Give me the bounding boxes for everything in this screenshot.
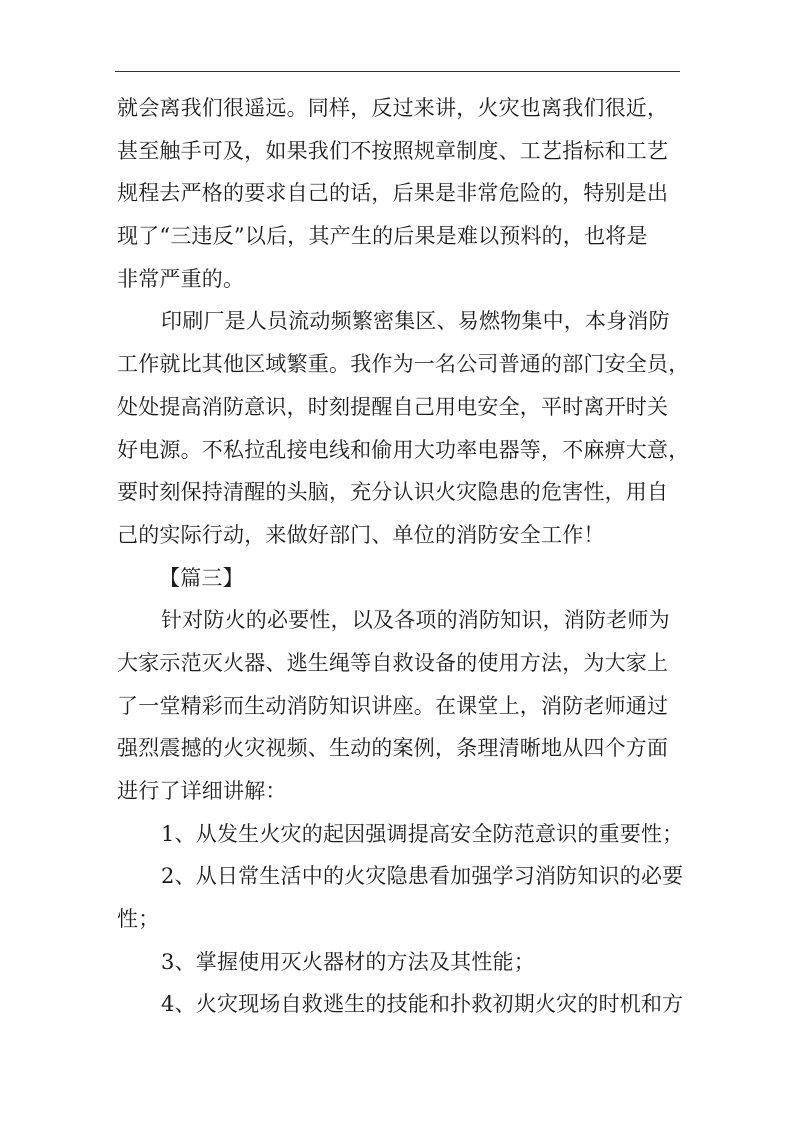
list-item-4: 4、火灾现场自救逃生的技能和扑救初期火灾的时机和方 [161,992,684,1017]
text-line: 强烈震撼的火灾视频、生动的案例，条理清晰地从四个方面 [117,736,669,761]
text-line: 非常严重的。 [117,266,245,291]
text-line: 大家示范灭火器、逃生绳等自救设备的使用方法，为大家上 [117,650,669,675]
text-line: 规程去严格的要求自己的话，后果是非常危险的，特别是出 [117,181,669,206]
text-line: 就会离我们很遥远。同样，反过来讲，火灾也离我们很近， [117,96,669,120]
document-body [117,87,690,1026]
list-item-3: 3、掌握使用灭火器材的方法及其性能； [161,949,535,974]
text-line: 工作就比其他区域繁重。我作为一名公司普通的部门安全员， [117,352,690,377]
text-line: 进行了详细讲解： [117,779,287,803]
text-line: 甚至触手可及，如果我们不按照规章制度、工艺指标和工艺 [117,138,669,163]
text-line: 要时刻保持清醒的头脑，充分认识火灾隐患的危害性，用自 [117,480,669,505]
text-line: 性； [117,907,160,932]
paragraph-start-line: 针对防火的必要性，以及各项的消防知识，消防老师为 [161,608,670,633]
section-heading: 【篇三】 [159,565,244,590]
list-item-1: 1、从发生火灾的起因强调提高安全防范意识的重要性； [161,821,684,846]
list-item-2: 2、从日常生活中的火灾隐患看加强学习消防知识的必要 [161,864,684,889]
text-line: 了一堂精彩而生动消防知识讲座。在课堂上，消防老师通过 [117,693,669,718]
text-line: 好电源。不私拉乱接电线和偷用大功率电器等，不麻痹大意， [117,437,690,462]
text-line: 现了“三违反”以后，其产生的后果是难以预料的，也将是 [117,224,648,249]
text-line: 己的实际行动，来做好部门、单位的消防安全工作！ [117,522,605,547]
paragraph-start-line: 印刷厂是人员流动频繁密集区、易燃物集中，本身消防 [161,309,670,334]
text-line: 处处提高消防意识，时刻提醒自己用电安全，平时离开时关 [117,394,669,419]
header-rule [115,71,680,72]
